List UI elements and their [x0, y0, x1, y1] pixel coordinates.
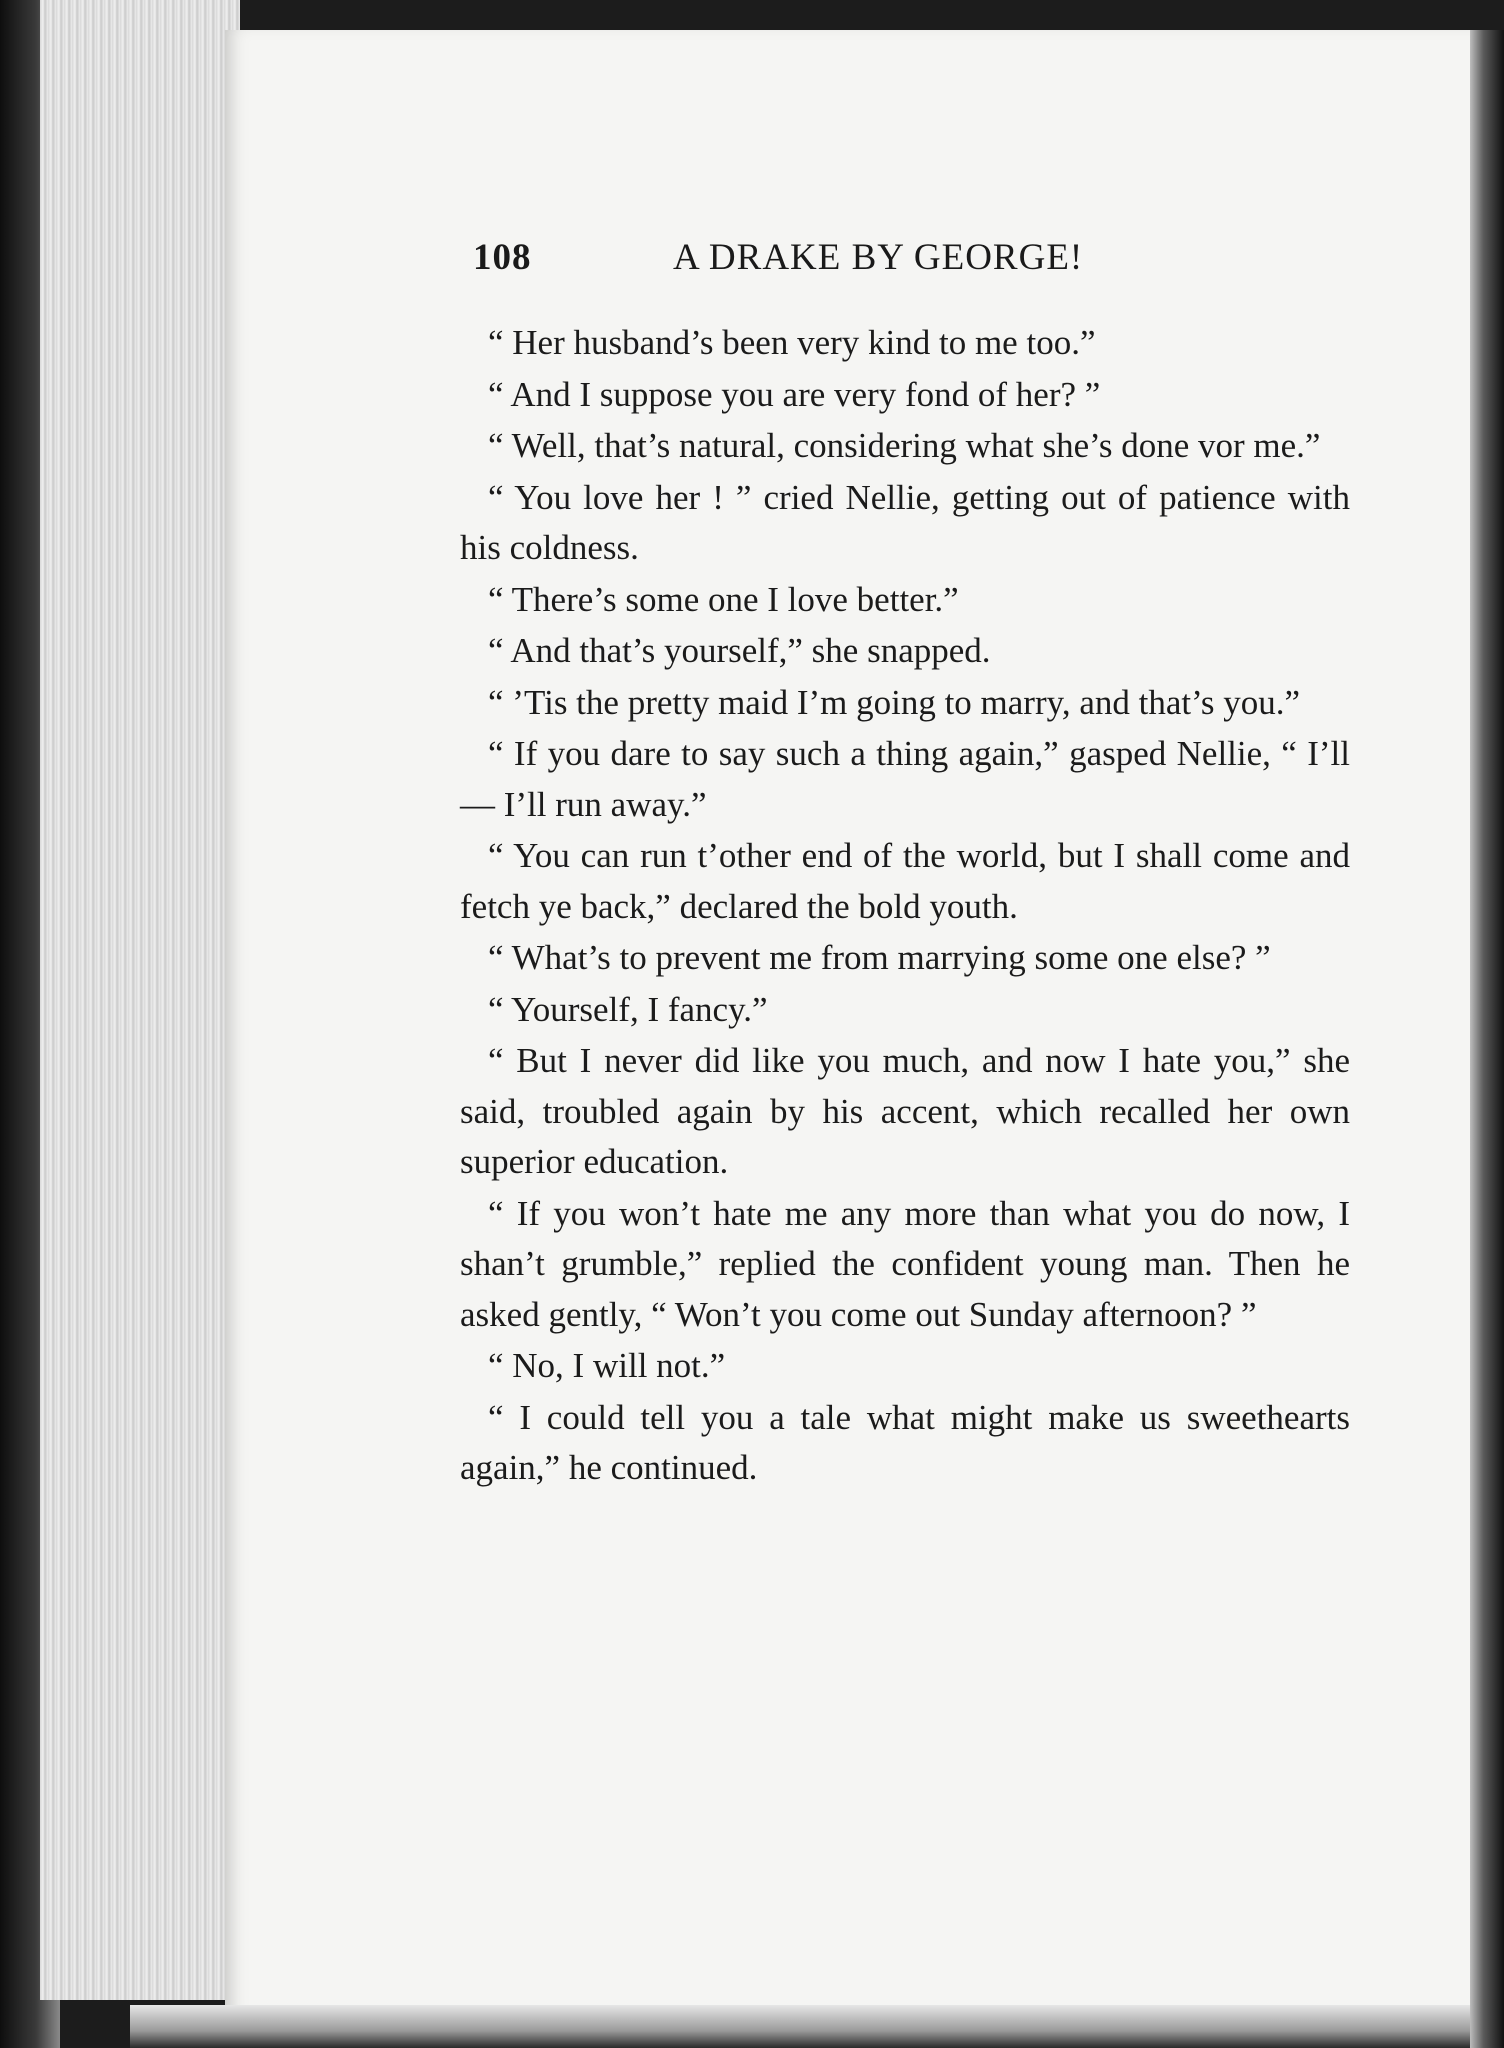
- paragraph: “ But I never did like you much, and now I hate you,” she said, troubled again by his accent, which recalled her own superior education.: [460, 1041, 1350, 1181]
- paragraph: “ If you dare to say such a thing again,” gasped Nellie, “ I’ll — I’ll run away.”: [460, 734, 1350, 824]
- paragraph: “ Yourself, I fancy.”: [488, 989, 768, 1029]
- book-bottom-edge: [130, 2005, 1470, 2048]
- running-head: [473, 236, 1173, 279]
- paragraph: “ ’Tis the pretty maid I’m going to marry, and that’s you.”: [488, 682, 1300, 722]
- paragraph: “ No, I will not.”: [488, 1346, 726, 1385]
- paragraph: “ And that’s yourself,” she snapped.: [488, 631, 991, 670]
- body-text: [460, 318, 1350, 1495]
- page-stack-edges: [40, 0, 240, 2000]
- page-number: 108: [473, 237, 532, 278]
- paragraph: “ You love her ! ” cried Nellie, getting out of patience with his coldness.: [460, 477, 1350, 567]
- paragraph: “ I could tell you a tale what might make us sweethearts again,” he continued.: [460, 1397, 1350, 1487]
- paragraph: “ Well, that’s natural, considering what she’s done vor me.”: [488, 426, 1321, 465]
- paragraph: “ Her husband’s been very kind to me too.”: [488, 323, 1096, 362]
- book-right-edge: [1470, 30, 1504, 2048]
- paragraph: “ There’s some one I love better.”: [488, 579, 959, 619]
- paragraph: “ What’s to prevent me from marrying some one else? ”: [488, 938, 1271, 977]
- paragraph: “ And I suppose you are very fond of her? ”: [488, 374, 1101, 414]
- paragraph: “ You can run t’other end of the world, but I shall come and fetch ye back,” declared the bold youth.: [460, 836, 1350, 926]
- paragraph: “ If you won’t hate me any more than what you do now, I shan’t grumble,” replied the confident young man. Then he asked gently, “ Won’t you come out Sunday afternoon? ”: [460, 1193, 1350, 1334]
- running-title: A DRAKE BY GEORGE!: [673, 237, 1084, 278]
